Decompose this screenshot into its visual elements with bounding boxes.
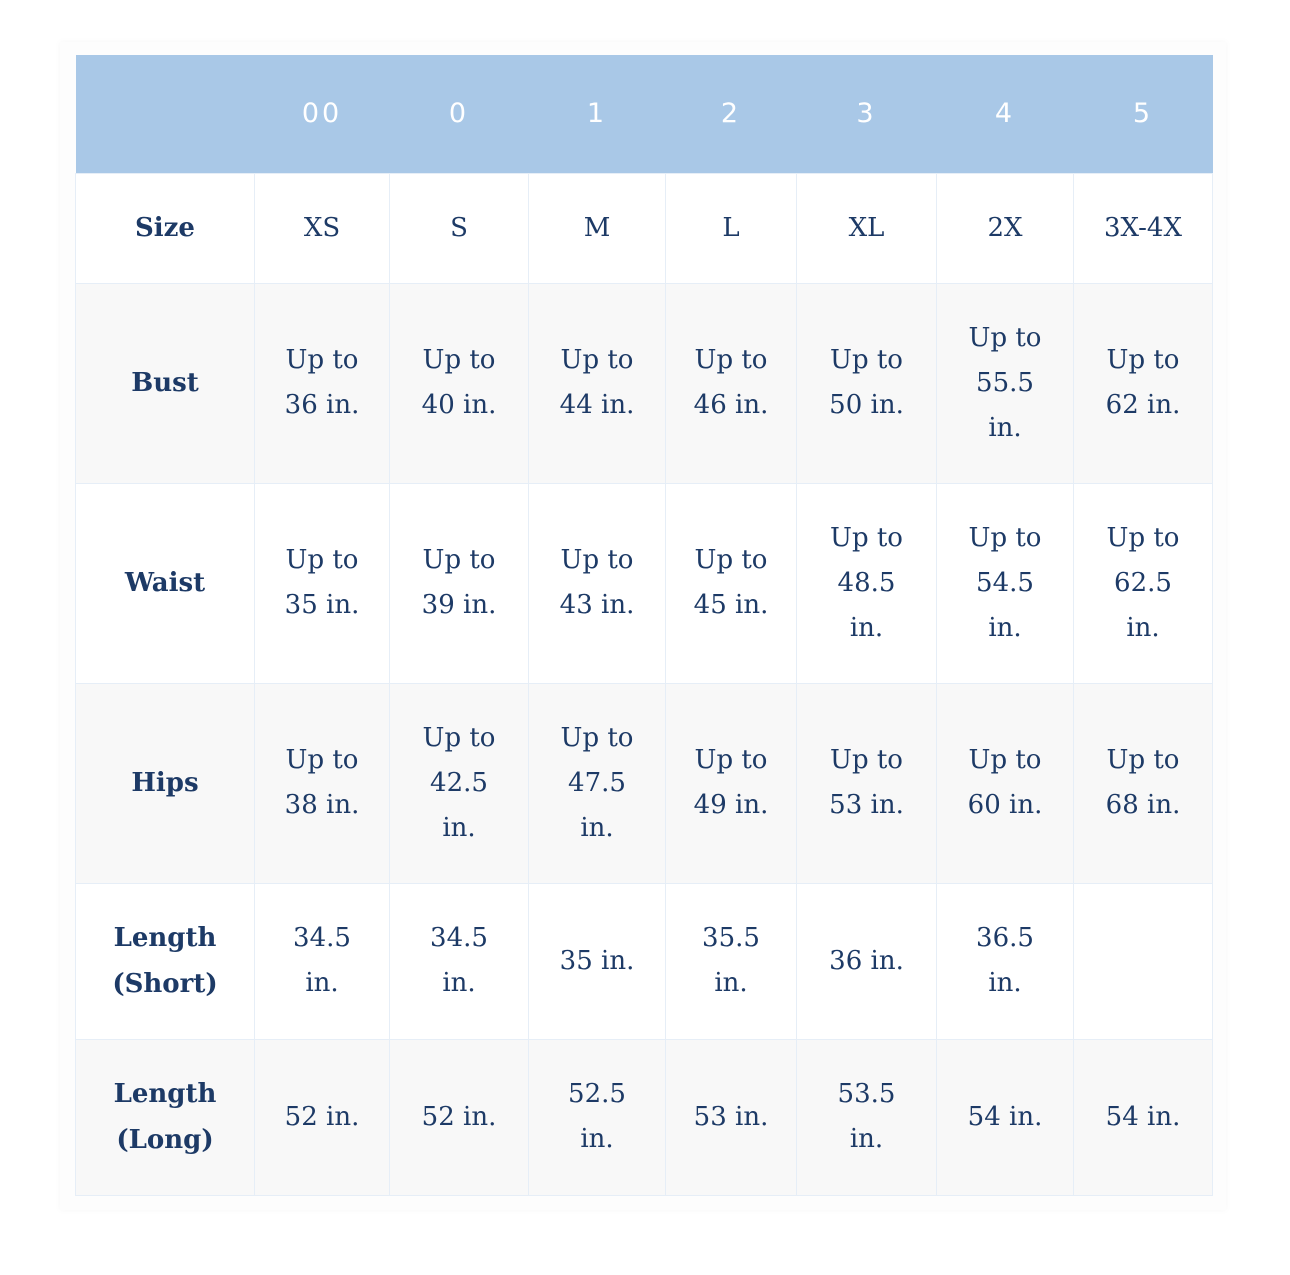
cell-length-short-00	[255, 883, 390, 1039]
cell-value: 54 in.	[967, 1101, 1043, 1132]
row-length-long	[76, 1039, 1213, 1195]
cell-value: L	[722, 212, 740, 243]
row-label-bust: Bust	[76, 283, 255, 483]
cell-value: Up to 53 in.	[829, 745, 904, 820]
cell-bust-5	[1074, 283, 1213, 483]
cell-length-long-3	[797, 1039, 937, 1195]
cell-value: Up to 42.5 in.	[422, 722, 496, 843]
header-size-2: 2	[720, 98, 742, 130]
cell-value: Up to 36 in.	[284, 345, 360, 420]
header-size-0: 0	[448, 98, 470, 130]
cell-size-4	[937, 173, 1074, 283]
cell-value: M	[583, 212, 611, 243]
cell-length-long-4	[937, 1039, 1074, 1195]
cell-value: Up to 45 in.	[693, 545, 769, 620]
cell-value: Up to 49 in.	[693, 745, 769, 820]
cell-hips-5	[1074, 683, 1213, 883]
cell-value: Up to 62 in.	[1105, 345, 1181, 420]
cell-value: Up to 35 in.	[284, 545, 360, 620]
cell-waist-2	[666, 483, 797, 683]
cell-hips-0	[390, 683, 529, 883]
cell-value: Up to 55.5 in.	[968, 322, 1042, 443]
cell-waist-0	[390, 483, 529, 683]
row-label-length-short: Length (Short)	[76, 883, 255, 1039]
row-waist	[76, 483, 1213, 683]
cell-length-short-4	[937, 883, 1074, 1039]
cell-length-long-0	[390, 1039, 529, 1195]
cell-length-long-5	[1074, 1039, 1213, 1195]
cell-length-short-0	[390, 883, 529, 1039]
cell-value: 35.5 in.	[702, 923, 760, 998]
header-size-4: 4	[994, 98, 1016, 130]
cell-length-long-00	[255, 1039, 390, 1195]
cell-value: 34.5 in.	[293, 923, 351, 998]
row-size	[76, 173, 1213, 283]
cell-value: XS	[303, 212, 341, 243]
cell-value: Up to 50 in.	[829, 345, 904, 420]
cell-hips-2	[666, 683, 797, 883]
cell-length-short-1	[529, 883, 666, 1039]
row-bust	[76, 283, 1213, 483]
cell-hips-4	[937, 683, 1074, 883]
cell-value: 53 in.	[693, 1101, 769, 1132]
cell-length-long-2	[666, 1039, 797, 1195]
cell-size-3	[797, 173, 937, 283]
cell-size-5	[1074, 173, 1213, 283]
row-label-waist: Waist	[76, 483, 255, 683]
cell-length-long-1	[529, 1039, 666, 1195]
cell-hips-00	[255, 683, 390, 883]
cell-value: Up to 44 in.	[559, 345, 635, 420]
cell-value: Up to 48.5 in.	[830, 522, 903, 643]
size-chart-table	[75, 55, 1213, 1196]
cell-value: 52 in.	[421, 1101, 497, 1132]
cell-value: 52.5 in.	[568, 1079, 626, 1154]
header-row	[76, 55, 1213, 173]
cell-value: Up to 39 in.	[421, 545, 497, 620]
cell-value: Up to 68 in.	[1105, 745, 1181, 820]
cell-value: Up to 40 in.	[421, 345, 497, 420]
cell-value: Up to 47.5 in.	[560, 722, 634, 843]
header-size-5: 5	[1132, 98, 1154, 130]
cell-bust-00	[255, 283, 390, 483]
row-length-short	[76, 883, 1213, 1039]
row-label-length-long: Length (Long)	[76, 1039, 255, 1195]
cell-size-0	[390, 173, 529, 283]
cell-value: Up to 38 in.	[284, 745, 360, 820]
row-label-size: Size	[76, 173, 255, 283]
header-size-3: 3	[856, 98, 877, 130]
cell-value: Up to 46 in.	[693, 345, 769, 420]
cell-value: 54 in.	[1105, 1101, 1181, 1132]
cell-bust-1	[529, 283, 666, 483]
cell-hips-1	[529, 683, 666, 883]
cell-value: Up to 62.5 in.	[1106, 522, 1180, 643]
cell-value: XL	[848, 212, 885, 243]
cell-bust-2	[666, 283, 797, 483]
header-size-1: 1	[586, 98, 608, 130]
cell-value: S	[450, 212, 468, 243]
cell-value: 3X-4X	[1104, 212, 1182, 243]
cell-waist-1	[529, 483, 666, 683]
cell-value: 53.5 in.	[837, 1079, 896, 1154]
cell-size-2	[666, 173, 797, 283]
header-corner	[76, 55, 255, 173]
cell-bust-0	[390, 283, 529, 483]
cell-value: Up to 54.5 in.	[968, 522, 1042, 643]
cell-size-1	[529, 173, 666, 283]
cell-value: Up to 60 in.	[967, 745, 1043, 820]
cell-value: 2X	[987, 212, 1023, 243]
cell-value: 36.5 in.	[976, 923, 1034, 998]
cell-length-short-5	[1074, 883, 1213, 1039]
cell-value: Up to 43 in.	[559, 545, 635, 620]
cell-length-short-3	[797, 883, 937, 1039]
cell-bust-4	[937, 283, 1074, 483]
cell-waist-00	[255, 483, 390, 683]
cell-bust-3	[797, 283, 937, 483]
cell-hips-3	[797, 683, 937, 883]
header-size-00: 00	[301, 98, 343, 130]
row-hips	[76, 683, 1213, 883]
cell-value: 34.5 in.	[430, 923, 488, 998]
cell-waist-5	[1074, 483, 1213, 683]
cell-value: 52 in.	[284, 1101, 360, 1132]
cell-value: 35 in.	[559, 945, 635, 976]
row-label-hips: Hips	[76, 683, 255, 883]
cell-length-short-2	[666, 883, 797, 1039]
cell-value: 36 in.	[829, 945, 904, 976]
cell-waist-4	[937, 483, 1074, 683]
cell-waist-3	[797, 483, 937, 683]
cell-size-00	[255, 173, 390, 283]
